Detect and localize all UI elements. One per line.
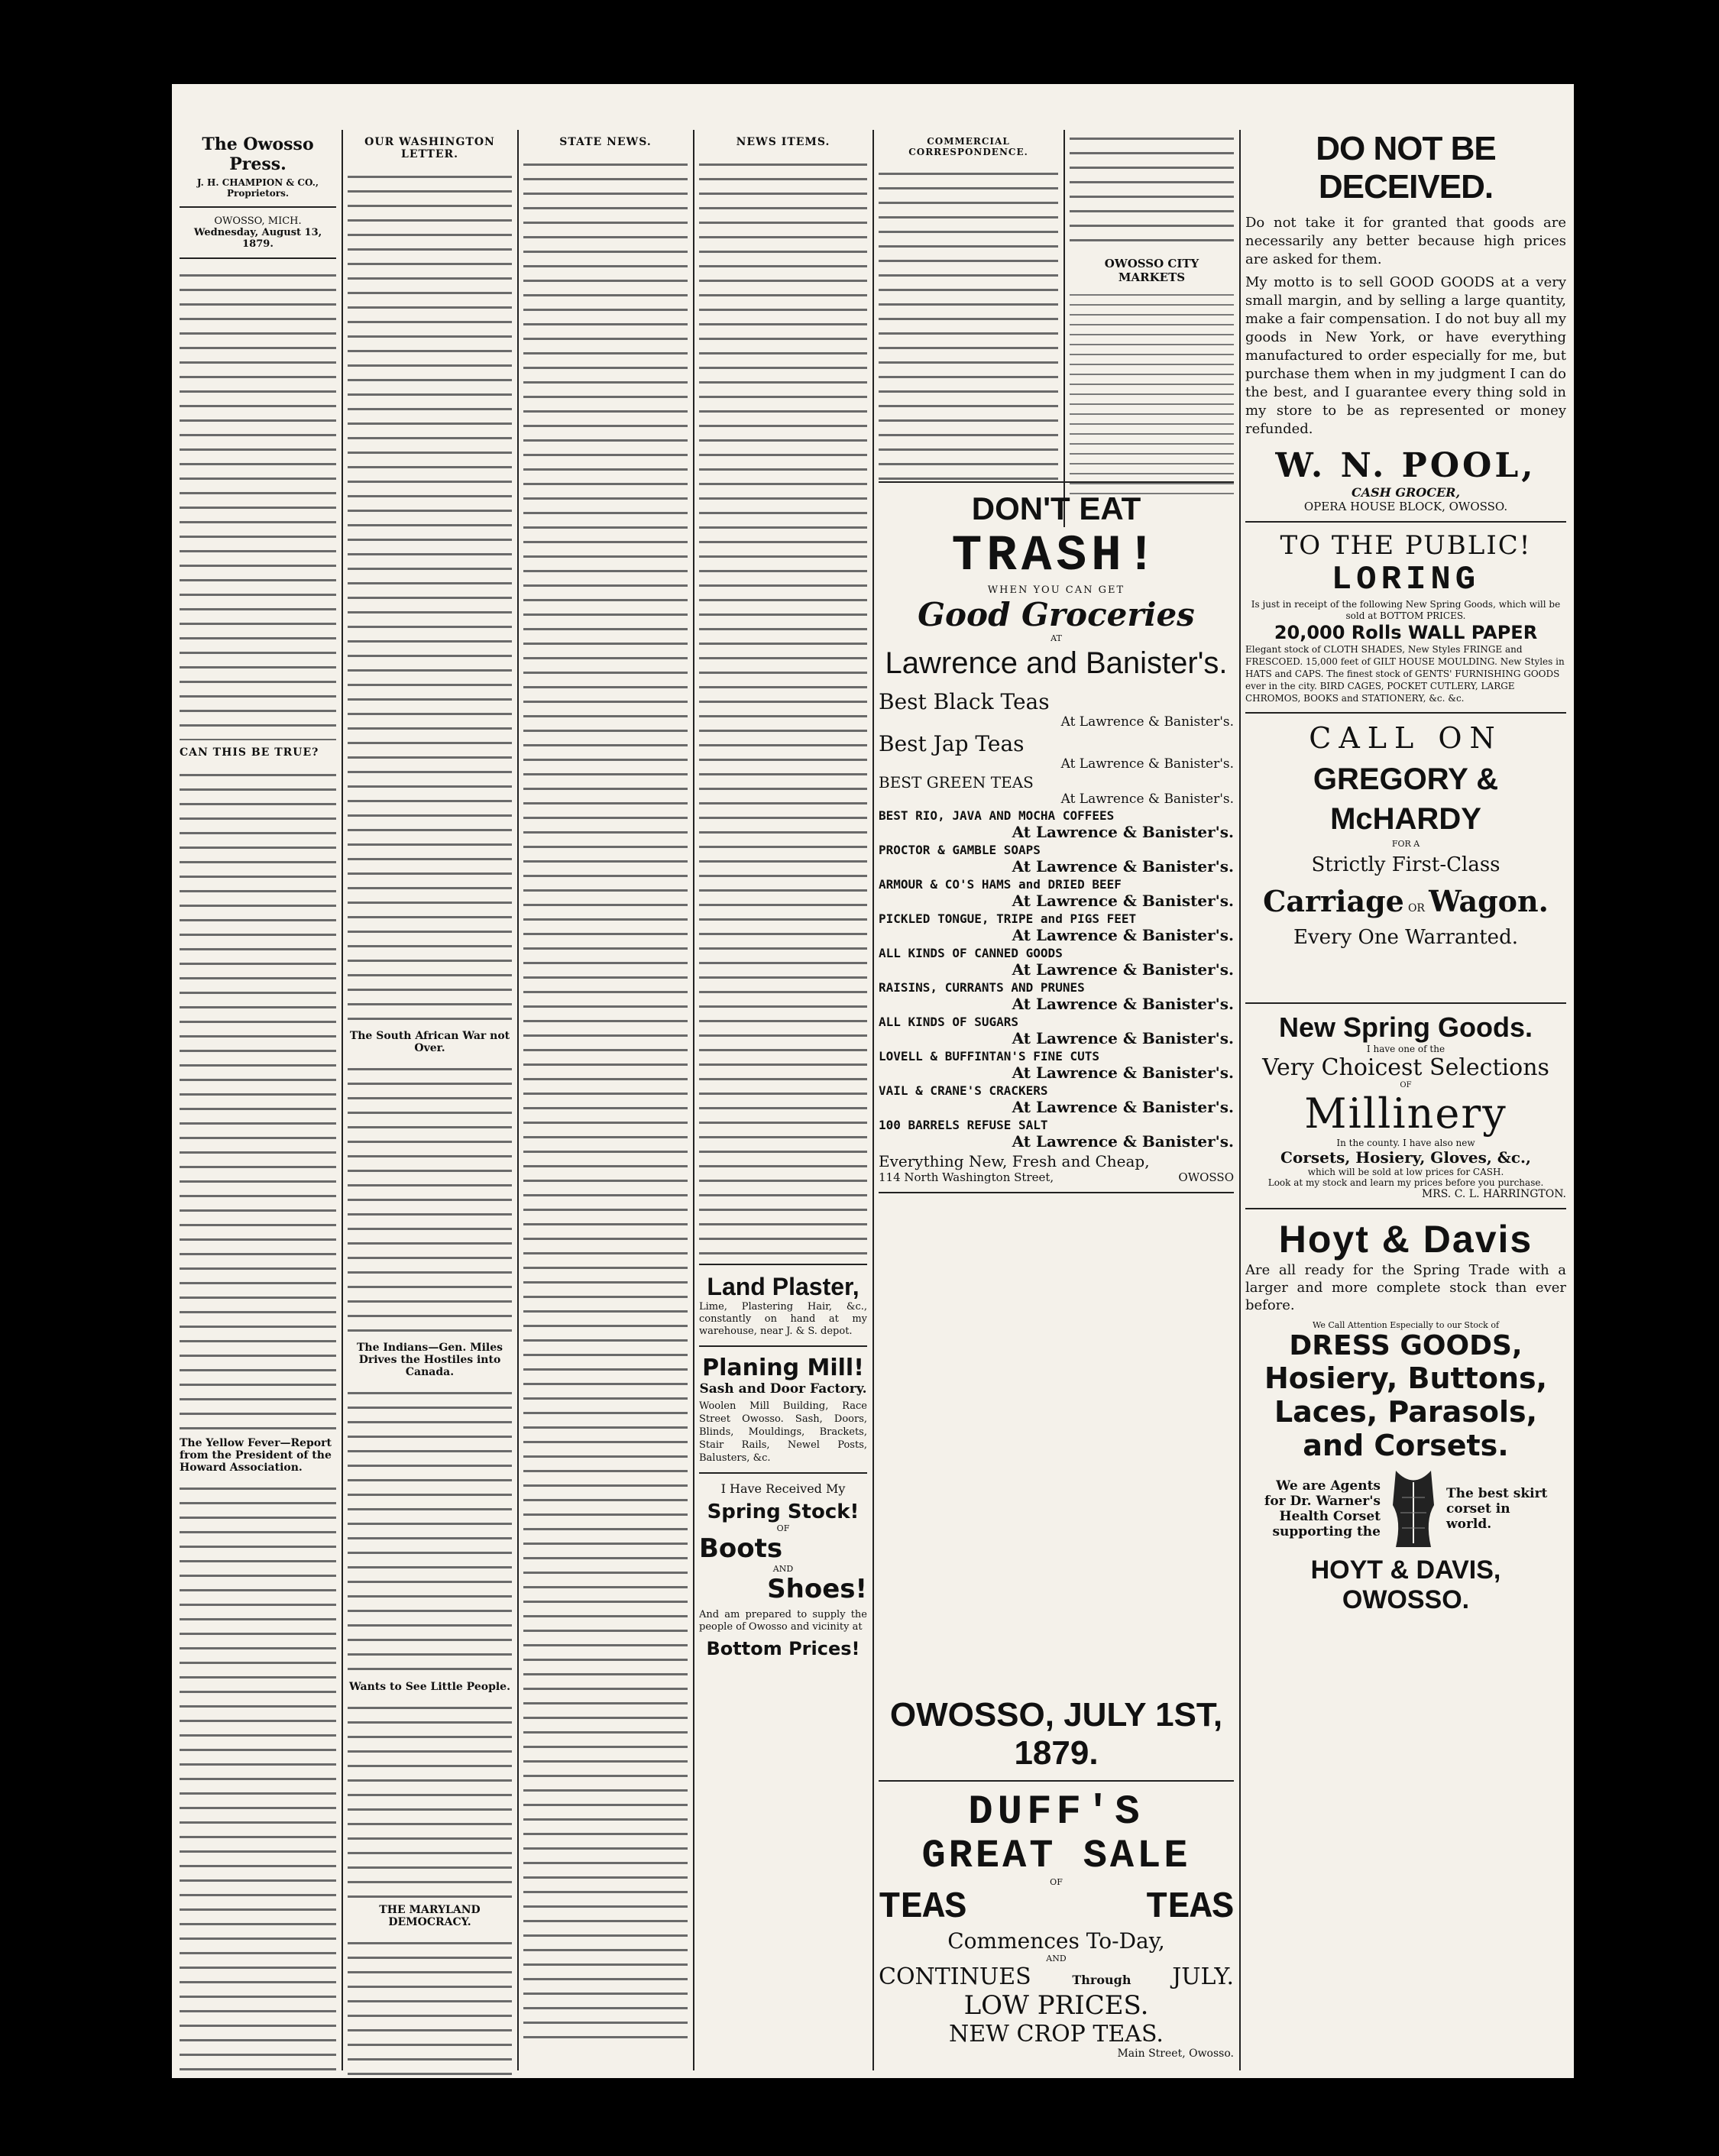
- duff-through: Through: [1072, 1973, 1131, 1987]
- deceived-role: CASH GROCER,: [1351, 485, 1461, 500]
- trash-item: [879, 773, 1234, 807]
- trash-good: Good Groceries: [918, 596, 1195, 633]
- ad-dont-eat-trash: [879, 474, 1234, 1201]
- column-state-news: [523, 130, 688, 2043]
- trash-item-at: At Lawrence & Banister's.: [1012, 960, 1234, 979]
- deceived-body: Do not take it for granted that goods are necessarily any better because high prices are asked for them.: [1245, 215, 1566, 267]
- trash-item-label: 100 BARRELS REFUSE SALT: [879, 1118, 1048, 1132]
- maryland-text: [348, 1934, 512, 2078]
- column-head-commercial: COMMERCIAL CORRESPONDENCE.: [908, 136, 1028, 157]
- trash-item-label: ALL KINDS OF CANNED GOODS: [879, 946, 1063, 960]
- masthead-title: The Owosso Press.: [202, 134, 314, 174]
- trash-item: [879, 946, 1234, 979]
- deceived-motto: My motto is to sell GOOD GOODS at a very small margin, and by selling a large quantity, make a fair compensation. I do not buy all my goods in New York, or have everything manufactured to order especially for me, but purchase them when in my judgment I can do the best, and I guarantee every thing sold in my store to be as represented or money refunded.: [1245, 274, 1566, 437]
- fever-article-text: [180, 1480, 336, 2078]
- ad-loring: [1245, 530, 1566, 704]
- column-commercial-2: [1070, 130, 1234, 495]
- gregory-line1: CALL ON: [1309, 721, 1503, 755]
- boots-boots: Boots: [699, 1533, 783, 1564]
- boots-of: OF: [776, 1523, 790, 1533]
- trash-item: [879, 980, 1234, 1013]
- boots-bottom: Bottom Prices!: [706, 1638, 860, 1659]
- millinery-line8: Look at my stock and learn my prices before you purchase.: [1267, 1177, 1544, 1188]
- article-headline-press: CAN THIS BE TRUE?: [180, 746, 319, 759]
- article-headline-little-people: Wants to See Little People.: [349, 1681, 510, 1693]
- loring-item1: 20,000 Rolls WALL PAPER: [1274, 622, 1538, 643]
- trash-item: [879, 1083, 1234, 1116]
- trash-item-label: BEST GREEN TEAS: [879, 773, 1034, 792]
- duff-sale: GREAT SALE: [921, 1834, 1191, 1879]
- millinery-line2: Very Choicest Selections: [1262, 1054, 1549, 1081]
- gregory-carriage: Carriage: [1263, 884, 1404, 918]
- trash-item-at: At Lawrence & Banister's.: [1060, 714, 1234, 730]
- masthead-date: Wednesday, August 13, 1879.: [193, 227, 322, 250]
- trash-item-at: At Lawrence & Banister's.: [1012, 1098, 1234, 1116]
- duff-commences: Commences To-Day,: [947, 1928, 1165, 1954]
- commercial-text: [879, 165, 1058, 486]
- trash-item-at: At Lawrence & Banister's.: [1012, 892, 1234, 910]
- column-washington: [348, 130, 512, 2078]
- trash-item-at: At Lawrence & Banister's.: [1012, 857, 1234, 876]
- millinery-line5: In the county. I have also new: [1336, 1138, 1475, 1148]
- duff-name: DUFF'S: [968, 1789, 1144, 1836]
- duff-july: JULY.: [1172, 1963, 1234, 1990]
- trash-headline-1: DON'T EAT: [971, 490, 1141, 526]
- commercial-text-2: [1070, 130, 1234, 252]
- trash-item-label: ALL KINDS OF SUGARS: [879, 1015, 1019, 1029]
- trash-item-at: At Lawrence & Banister's.: [1012, 1063, 1234, 1082]
- trash-item: [879, 1049, 1234, 1082]
- planing-headline: Planing Mill!: [702, 1355, 864, 1381]
- gregory-for: FOR A: [1391, 839, 1420, 849]
- trash-item: [879, 911, 1234, 944]
- ad-boots-shoes: [699, 1481, 867, 1659]
- duff-new: NEW CROP TEAS.: [949, 2021, 1164, 2048]
- hoyt-headline: Hoyt & Davis: [1278, 1218, 1533, 1261]
- trash-at: AT: [1050, 633, 1062, 643]
- planing-sub: Sash and Door Factory.: [699, 1381, 867, 1397]
- newspaper-page: [172, 84, 1574, 2078]
- boots-shoes: Shoes!: [767, 1574, 867, 1604]
- hoyt-agents-left: We are Agents for Dr. Warner's Health Corset supporting the: [1264, 1478, 1381, 1539]
- trash-closing: Everything New, Fresh and Cheap,: [879, 1152, 1150, 1170]
- ad-gregory-mchardy: [1245, 721, 1566, 949]
- corset-icon: [1387, 1467, 1440, 1551]
- trash-item: [879, 1015, 1234, 1047]
- boots-intro: I Have Received My: [720, 1481, 846, 1496]
- millinery-sig: MRS. C. L. HARRINGTON.: [1421, 1188, 1566, 1200]
- loring-name: LORING: [1331, 561, 1481, 599]
- gregory-wagon: Wagon.: [1429, 884, 1549, 918]
- trash-item-label: RAISINS, CURRANTS AND PRUNES: [879, 980, 1085, 995]
- hoyt-attention: We Call Attention Especially to our Stock of: [1312, 1320, 1500, 1330]
- masthead-publisher: J. H. CHAMPION & CO., Proprietors.: [196, 177, 319, 199]
- hoyt-l1: DRESS GOODS,: [1289, 1330, 1523, 1361]
- ad-do-not-be-deceived: [1245, 130, 1566, 513]
- boots-and: AND: [772, 1564, 794, 1574]
- duff-continues: CONTINUES: [879, 1963, 1031, 1990]
- washington-text-1: [348, 168, 512, 1024]
- loring-intro: Is just in receipt of the following New Spring Goods, which will be sold at BOTTOM PRICES.: [1251, 599, 1561, 621]
- land-plaster-headline: Land Plaster,: [707, 1273, 860, 1300]
- millinery-line6: Corsets, Hosiery, Gloves, &c.,: [1280, 1148, 1531, 1167]
- markets-table: [1070, 289, 1234, 495]
- deceived-name: W. N. POOL,: [1275, 446, 1536, 485]
- ad-land-plaster: [699, 1273, 867, 1338]
- trash-item: [879, 1118, 1234, 1151]
- hoyt-body: Are all ready for the Spring Trade with a larger and more complete stock than ever before.: [1245, 1262, 1566, 1313]
- article-headline-fever: The Yellow Fever—Report from the President of the Howard Association.: [180, 1437, 332, 1474]
- duff-and: AND: [1046, 1954, 1067, 1963]
- trash-headline-2: TRASH!: [951, 527, 1161, 584]
- loring-headline: TO THE PUBLIC!: [1280, 530, 1532, 561]
- ad-duffs-sale: [879, 1696, 1234, 2060]
- millinery-line3: OF: [1400, 1081, 1412, 1089]
- boots-body: And am prepared to supply the people of Owosso and vicinity at: [699, 1609, 867, 1633]
- millinery-line1: I have one of the: [1366, 1044, 1445, 1054]
- boots-spring: Spring Stock!: [707, 1500, 860, 1523]
- trash-item: [879, 689, 1234, 730]
- gregory-line4: Every One Warranted.: [1293, 926, 1518, 949]
- hoyt-l4: and Corsets.: [1303, 1429, 1509, 1462]
- gregory-name: GREGORY & McHARDY: [1313, 762, 1499, 836]
- millinery-headline: New Spring Goods.: [1278, 1012, 1533, 1043]
- trash-item-label: BEST RIO, JAVA AND MOCHA COFFEES: [879, 808, 1115, 823]
- trash-item-label: LOVELL & BUFFINTAN'S FINE CUTS: [879, 1049, 1099, 1063]
- planing-body: Woolen Mill Building, Race Street Owosso. Sash, Doors, Blinds, Mouldings, Brackets, Stair Rails, Newel Posts, Balusters, &c.: [699, 1400, 867, 1464]
- duff-low: LOW PRICES.: [963, 1990, 1149, 2021]
- ad-hoyt-davis: [1245, 1217, 1566, 1615]
- column-news-items: [699, 130, 867, 1659]
- trash-town: OWOSSO: [1178, 1170, 1234, 1184]
- millinery-line7: which will be sold at low prices for CASH.: [1307, 1167, 1504, 1177]
- trash-item: [879, 877, 1234, 910]
- trash-sub: WHEN YOU CAN GET: [987, 584, 1125, 596]
- trash-item: [879, 731, 1234, 772]
- column-head-washington: OUR WASHINGTON LETTER.: [364, 136, 495, 160]
- hoyt-l3: Laces, Parasols,: [1274, 1395, 1538, 1429]
- column-editorial: [180, 130, 336, 2078]
- column-right-ads: [1245, 130, 1566, 1615]
- trash-item-label: ARMOUR & CO'S HAMS and DRIED BEEF: [879, 877, 1122, 892]
- article-headline-indians: The Indians—Gen. Miles Drives the Hostiles into Canada.: [356, 1342, 503, 1378]
- trash-item-label: PICKLED TONGUE, TRIPE and PIGS FEET: [879, 911, 1137, 926]
- column-head-state: STATE NEWS.: [559, 136, 652, 148]
- trash-item: [879, 843, 1234, 876]
- trash-item-at: At Lawrence & Banister's.: [1012, 995, 1234, 1013]
- south-african-text: [348, 1060, 512, 1335]
- markets-title: OWOSSO CITY MARKETS: [1104, 257, 1199, 284]
- trash-address: 114 North Washington Street,: [879, 1170, 1054, 1184]
- editorial-text: [180, 267, 336, 740]
- article-headline-maryland: THE MARYLAND DEMOCRACY.: [379, 1904, 481, 1928]
- article-headline-south-african: The South African War not Over.: [349, 1030, 510, 1054]
- trash-item-label: VAIL & CRANE'S CRACKERS: [879, 1083, 1048, 1098]
- trash-item-label: PROCTOR & GAMBLE SOAPS: [879, 843, 1041, 857]
- masthead-place: OWOSSO, MICH.: [214, 215, 302, 227]
- trash-store: Lawrence and Banister's.: [885, 646, 1228, 680]
- state-news-text: [523, 156, 688, 2043]
- land-plaster-body: Lime, Plastering Hair, &c., constantly on hand at my warehouse, near J. & S. depot.: [699, 1301, 867, 1337]
- duff-teas-2: TEAS: [1145, 1887, 1234, 1928]
- loring-rest: Elegant stock of CLOTH SHADES, New Styles FRINGE and FRESCOED. 15,000 feet of GILT HOUSE MOULDING. New Styles in HATS and CAPS. The finest stock of GENTS' FURNISHING GOODS ever in the city. BIRD CAGES, POCKET CUTLERY, LARGE CHROMOS, BOOKS and STATIONERY, &c. &c.: [1245, 644, 1565, 704]
- duff-of: OF: [1050, 1877, 1063, 1887]
- trash-item-at: At Lawrence & Banister's.: [1012, 1029, 1234, 1047]
- duff-date: OWOSSO, JULY 1ST, 1879.: [889, 1696, 1223, 1772]
- trash-item-at: At Lawrence & Banister's.: [1060, 792, 1234, 807]
- trash-item-label: Best Jap Teas: [879, 731, 1025, 756]
- trash-item: [879, 808, 1234, 841]
- trash-item-at: At Lawrence & Banister's.: [1012, 926, 1234, 944]
- news-items-text: [699, 156, 867, 1256]
- hoyt-agents-right: The best skirt corset in world.: [1446, 1486, 1548, 1532]
- ad-new-spring-goods: [1245, 1012, 1566, 1200]
- press-article-text: [180, 766, 336, 1431]
- trash-item-at: At Lawrence & Banister's.: [1012, 1132, 1234, 1151]
- gregory-line2: Strictly First-Class: [1311, 853, 1500, 876]
- little-people-text: [348, 1699, 512, 1898]
- column-commercial: [879, 130, 1058, 486]
- trash-item-at: At Lawrence & Banister's.: [1060, 756, 1234, 772]
- gregory-or: OR: [1407, 902, 1425, 915]
- duff-street: Main Street, Owosso.: [1117, 2048, 1234, 2060]
- indians-text: [348, 1384, 512, 1675]
- ad-planing-mill: [699, 1355, 867, 1465]
- deceived-headline: DO NOT BE DECEIVED.: [1316, 130, 1496, 206]
- trash-item-at: At Lawrence & Banister's.: [1012, 823, 1234, 841]
- trash-item-label: Best Black Teas: [879, 689, 1050, 714]
- millinery-line4: Millinery: [1304, 1089, 1507, 1138]
- column-head-news: NEWS ITEMS.: [736, 136, 830, 148]
- deceived-location: OPERA HOUSE BLOCK, OWOSSO.: [1303, 500, 1508, 513]
- duff-teas-1: TEAS: [879, 1887, 967, 1928]
- trash-items: [879, 689, 1234, 1151]
- hoyt-l2: Hosiery, Buttons,: [1264, 1361, 1548, 1395]
- hoyt-footer: HOYT & DAVIS, OWOSSO.: [1310, 1555, 1501, 1614]
